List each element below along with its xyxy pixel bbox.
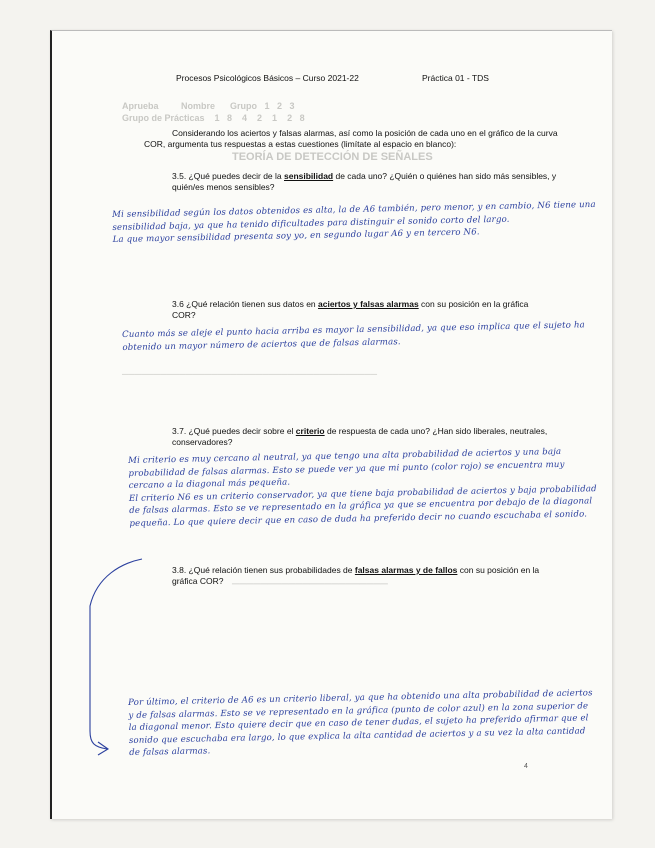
answer-3-8: Por último, el criterio de A6 es un criterio liberal, ya que ha obtenido una alta probabilidad de aciertos y de falsas alarmas. Esto se ve representado en la gráfica (punto de color azul) en la zona superior de la diagonal menor. Esto quiere decir que en caso de tener dudas, el sujeto ha preferido afirmar que el sonido que escuchaba era largo, lo que explica la alta cantidad de aciertos y a su vez la alta cantidad de falsas alarmas. [128,688,593,758]
answer-3-7: Mi criterio es muy cercano al neutral, ya que tengo una alta probabilidad de aciertos y una baja probabilidad de falsas alarmas. Esto se puede ver ya que mi punto (color rojo) se encuentra muy cercano a la diagonal más pequeña. El criterio N6 es un criterio conservador, ya que tiene baja probabilidad de aciertos y baja probabilidad de falsas alarmas. Esto se ve representado en la gráfica ya que se encuentra por debajo de la diagonal pequeña. Lo que quiere decir que en caso de duda ha preferido decir no cuando escuchaba el sonido. [128,446,597,529]
answer-3-6: Cuanto más se aleje el punto hacia arriba es mayor la sensibilidad, ya que eso implica que el sujeto ha obtenido un mayor número de aciertos que de falsas alarmas. [122,320,585,353]
header-practice: Práctica 01 - TDS [422,73,489,83]
show-through-text: ────────────────────── [232,579,388,590]
show-through-text: ──────────────────────────────────────── [122,369,378,379]
question-3-6: 3.6 ¿Qué relación tienen sus datos en aciertos y falsas alarmas con su posición en la gráfica COR? [172,299,529,320]
answer-3-5: Mi sensibilidad según los datos obtenidos es alta, la de A6 también, pero menor, y en cambio, N6 tiene una sensibilidad baja, ya que ha tenido dificultades para distinguir el sonido corto del largo. La que mayor sensibilidad presenta soy yo, en segundo lugar A6 y en tercero N6. [112,199,596,245]
show-through-text: Grupo de Prácticas 1 8 4 2 1 2 8 [122,113,305,123]
question-3-7: 3.7. ¿Qué puedes decir sobre el criterio de respuesta de cada uno? ¿Han sido liberales, neutrales, conservadores? [172,426,548,447]
page-number: 4 [524,763,528,770]
header-course: Procesos Psicológicos Básicos – Curso 2021-22 [176,73,359,83]
continuation-arrow [52,31,612,819]
show-through-text: TEORÍA DE DETECCIÓN DE SEÑALES [232,151,433,163]
question-3-8: 3.8. ¿Qué relación tienen sus probabilidades de falsas alarmas y de fallos con su posición en la gráfica COR? [172,565,540,586]
document-page [50,30,612,819]
show-through-text: Aprueba Nombre Grupo 1 2 3 [122,101,295,111]
instructions: Considerando los aciertos y falsas alarmas, así como la posición de cada uno en el gráfico de la curva COR, argumenta tus respuestas a estas cuestiones (limítate al espacio en blanco): [144,128,558,149]
question-3-5: 3.5. ¿Qué puedes decir de la sensibilidad de cada uno? ¿Quién o quiénes han sido más sensibles, y quién/es menos sensibles? [172,171,557,192]
